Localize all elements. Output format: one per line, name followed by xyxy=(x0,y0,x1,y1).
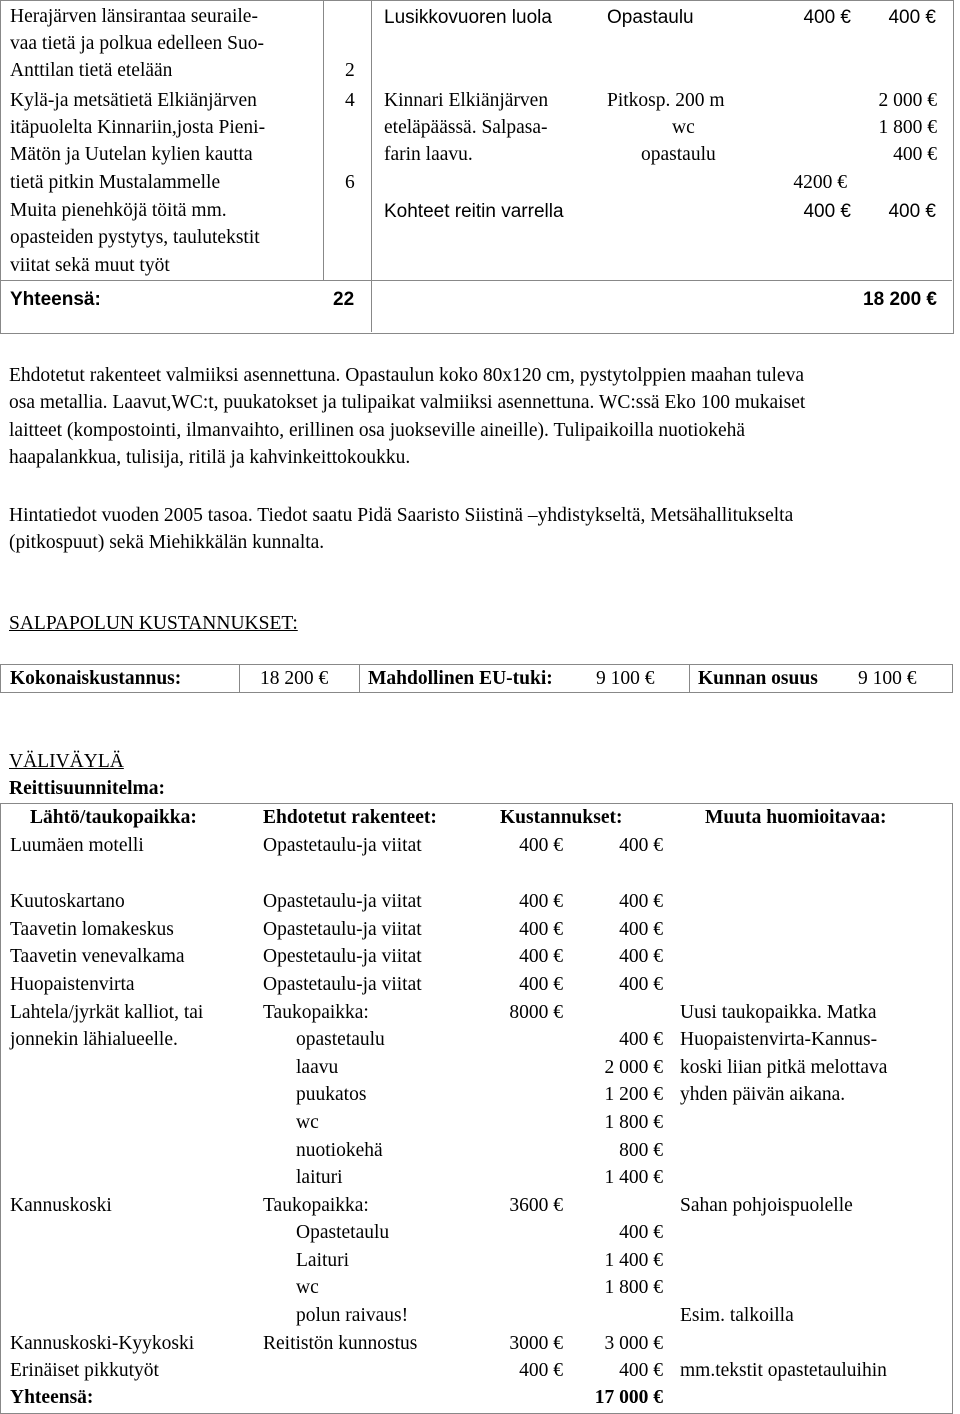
lahtela-sum: 8000 € xyxy=(509,1002,563,1023)
cost-1b: 400 € xyxy=(888,7,936,28)
row-taavetti-lomakeskus-c2: 400 € xyxy=(619,919,663,940)
row-kannuskoski-place: Kannuskoski xyxy=(10,1195,112,1216)
cost-3a: 400 € xyxy=(803,201,851,222)
total-cost-value: 18 200 € xyxy=(260,668,329,689)
valivayla-heading: VÄLIVÄYLÄ xyxy=(9,751,124,772)
lahtela-note-line-1: Uusi taukopaikka. Matka xyxy=(680,1002,877,1023)
col-header-costs: Kustannukset: xyxy=(500,807,623,828)
kannuskoski-sum: 3600 € xyxy=(509,1195,563,1216)
row-luumaki-place: Luumäen motelli xyxy=(10,835,144,856)
row-luumaki-struct: Opastetaulu-ja viitat xyxy=(263,835,422,856)
kannuskoski-cost-3: 1 800 € xyxy=(604,1277,663,1298)
row-kyykoski-c1: 3000 € xyxy=(509,1333,563,1354)
row-huopaistenvirta-c2: 400 € xyxy=(619,974,663,995)
eu-support-label: Mahdollinen EU-tuki: xyxy=(368,668,553,689)
row-lahtela-place-line-1: Lahtela/jyrkät kalliot, tai xyxy=(10,1002,204,1023)
struct-opastaulu-2: opastaulu xyxy=(641,144,716,165)
row-kyykoski-struct: Reitistön kunnostus xyxy=(263,1333,418,1354)
municipal-share-value: 9 100 € xyxy=(858,668,917,689)
row-misc-note: mm.tekstit opastetauluihin xyxy=(680,1360,887,1381)
lahtela-cost-2: 2 000 € xyxy=(604,1057,663,1078)
valivayla-total-label: Yhteensä: xyxy=(10,1387,94,1408)
route-desc-2-line-3: Mätön ja Uutelan kylien kautta xyxy=(10,144,253,165)
lahtela-cost-5: 800 € xyxy=(619,1140,663,1161)
paragraph-1-line-1: Ehdotetut rakenteet valmiiksi asennettuna. Opastaulun koko 80x120 cm, pystytolppien maahan tuleva xyxy=(9,365,804,386)
route-desc-3-line-2: opasteiden pystytys, taulutekstit xyxy=(10,227,260,248)
lahtela-note-line-2: Huopaistenvirta-Kannus- xyxy=(680,1029,878,1050)
cost-2b: 1 800 € xyxy=(878,117,937,138)
route-cost-table xyxy=(0,0,954,334)
lahtela-item-opastetaulu: opastetaulu xyxy=(296,1029,385,1050)
row-taavetti-venevalkama-place: Taavetin venevalkama xyxy=(10,946,185,967)
row-kuutoskartano-place: Kuutoskartano xyxy=(10,891,125,912)
valivayla-table xyxy=(0,803,953,1414)
cost-2-sum: 4200 € xyxy=(793,172,847,193)
row-kuutoskartano-c2: 400 € xyxy=(619,891,663,912)
lahtela-cost-4: 1 800 € xyxy=(604,1112,663,1133)
col-header-notes: Muuta huomioitavaa: xyxy=(705,807,887,828)
row-kuutoskartano-c1: 400 € xyxy=(519,891,563,912)
route-plan-subheading: Reittisuunnitelma: xyxy=(9,778,165,799)
salpapolku-cost-table xyxy=(0,664,953,693)
row-taavetti-lomakeskus-c1: 400 € xyxy=(519,919,563,940)
kannuskoski-item-opastetaulu: Opastetaulu xyxy=(296,1222,390,1243)
place-kinnari-line-2: eteläpäässä. Salpasa- xyxy=(384,117,548,138)
lahtela-item-puukatos: puukatos xyxy=(296,1084,367,1105)
kannuskoski-item-laituri: Laituri xyxy=(296,1250,350,1271)
route-desc-3-line-3: viitat sekä muut työt xyxy=(10,255,170,276)
kannuskoski-item-polun-raivaus: polun raivaus! xyxy=(296,1305,409,1326)
valivayla-total-value: 17 000 € xyxy=(594,1387,663,1408)
lahtela-cost-1: 400 € xyxy=(619,1029,663,1050)
row-luumaki-c2: 400 € xyxy=(619,835,663,856)
paragraph-2-line-1: Hintatiedot vuoden 2005 tasoa. Tiedot saatu Pidä Saaristo Siistinä –yhdistykseltä, Metsähallitukselta xyxy=(9,505,794,526)
paragraph-2-line-2: (pitkospuut) sekä Miehikkälän kunnalta. xyxy=(9,532,325,553)
total-label: Yhteensä: xyxy=(10,289,101,310)
place-lusikkovuori: Lusikkovuoren luola xyxy=(384,7,552,28)
route-desc-1-line-2: vaa tietä ja polkua edelleen Suo- xyxy=(10,33,264,54)
kannuskoski-item-wc: wc xyxy=(296,1277,319,1298)
salpapolku-heading: SALPAPOLUN KUSTANNUKSET: xyxy=(9,613,298,634)
route-desc-2-line-2: itäpuolelta Kinnariin,josta Pieni- xyxy=(10,117,266,138)
row-taavetti-venevalkama-c1: 400 € xyxy=(519,946,563,967)
lahtela-item-nuotiokeha: nuotiokehä xyxy=(296,1140,383,1161)
struct-pitkosp: Pitkosp. 200 m xyxy=(607,90,725,111)
row-huopaistenvirta-place: Huopaistenvirta xyxy=(10,974,135,995)
row-lahtela-struct-title: Taukopaikka: xyxy=(263,1002,369,1023)
lahtela-item-laavu: laavu xyxy=(296,1057,339,1078)
lahtela-cost-6: 1 400 € xyxy=(604,1167,663,1188)
route-desc-1-line-1: Herajärven länsirantaa seuraile- xyxy=(10,6,258,27)
place-kinnari-line-1: Kinnari Elkiänjärven xyxy=(384,90,549,111)
row-lahtela-place-line-2: jonnekin lähialueelle. xyxy=(10,1029,178,1050)
eu-support-value: 9 100 € xyxy=(596,668,655,689)
row-taavetti-lomakeskus-place: Taavetin lomakeskus xyxy=(10,919,174,940)
lahtela-note-line-3: koski liian pitkä melottava xyxy=(680,1057,888,1078)
lahtela-item-laituri: laituri xyxy=(296,1167,343,1188)
cost-2c: 400 € xyxy=(893,144,937,165)
route-desc-2-line-4: tietä pitkin Mustalammelle xyxy=(10,172,221,193)
paragraph-1-line-2: osa metallia. Laavut,WC:t, puukatokset ja tulipaikat valmiiksi asennettuna. WC:ssä Eko 100 mukaiset xyxy=(9,392,806,413)
kannuskoski-note-bottom: Esim. talkoilla xyxy=(680,1305,794,1326)
row-taavetti-venevalkama-struct: Opestetaulu-ja viitat xyxy=(263,946,422,967)
total-km: 22 xyxy=(333,289,355,310)
row-kyykoski-c2: 3 000 € xyxy=(604,1333,663,1354)
row-taavetti-venevalkama-c2: 400 € xyxy=(619,946,663,967)
col-header-place: Lähtö/taukopaikka: xyxy=(30,807,197,828)
place-kohteet: Kohteet reitin varrella xyxy=(384,201,564,222)
cost-3b: 400 € xyxy=(888,201,936,222)
row-misc-c1: 400 € xyxy=(519,1360,563,1381)
row-misc-c2: 400 € xyxy=(619,1360,663,1381)
total-sum: 18 200 € xyxy=(863,289,937,310)
place-kinnari-line-3: farin laavu. xyxy=(384,144,473,165)
row-kannuskoski-struct-title: Taukopaikka: xyxy=(263,1195,369,1216)
cost-1a: 400 € xyxy=(803,7,851,28)
kannuskoski-cost-1: 400 € xyxy=(619,1222,663,1243)
lahtela-note-line-4: yhden päivän aikana. xyxy=(680,1084,846,1105)
route-km-2b: 6 xyxy=(345,172,355,193)
route-desc-3-line-1: Muita pienehköjä töitä mm. xyxy=(10,200,227,221)
lahtela-item-wc: wc xyxy=(296,1112,319,1133)
route-km-2a: 4 xyxy=(345,90,355,111)
col-header-structures: Ehdotetut rakenteet: xyxy=(263,807,437,828)
route-km-1: 2 xyxy=(345,60,355,81)
route-desc-1-line-3: Anttilan tietä etelään xyxy=(10,60,173,81)
paragraph-1-line-4: haapalankkua, tulisija, ritilä ja kahvinkeittokoukku. xyxy=(9,447,411,468)
municipal-share-label: Kunnan osuus xyxy=(698,668,818,689)
row-taavetti-lomakeskus-struct: Opastetaulu-ja viitat xyxy=(263,919,422,940)
struct-wc: wc xyxy=(672,117,695,138)
row-misc-place: Erinäiset pikkutyöt xyxy=(10,1360,159,1381)
paragraph-1-line-3: laitteet (kompostointi, ilmanvaihto, erillinen osa juokseville aineille). Tulipaikoilla nuotiokehä xyxy=(9,420,746,441)
kannuskoski-cost-2: 1 400 € xyxy=(604,1250,663,1271)
route-desc-2-line-1: Kylä-ja metsätietä Elkiänjärven xyxy=(10,90,257,111)
cost-2a: 2 000 € xyxy=(878,90,937,111)
struct-opastaulu: Opastaulu xyxy=(607,7,694,28)
row-kuutoskartano-struct: Opastetaulu-ja viitat xyxy=(263,891,422,912)
total-cost-label: Kokonaiskustannus: xyxy=(10,668,182,689)
row-huopaistenvirta-struct: Opastetaulu-ja viitat xyxy=(263,974,422,995)
row-luumaki-c1: 400 € xyxy=(519,835,563,856)
row-kyykoski-place: Kannuskoski-Kyykoski xyxy=(10,1333,195,1354)
lahtela-cost-3: 1 200 € xyxy=(604,1084,663,1105)
row-huopaistenvirta-c1: 400 € xyxy=(519,974,563,995)
kannuskoski-note-top: Sahan pohjoispuolelle xyxy=(680,1195,853,1216)
